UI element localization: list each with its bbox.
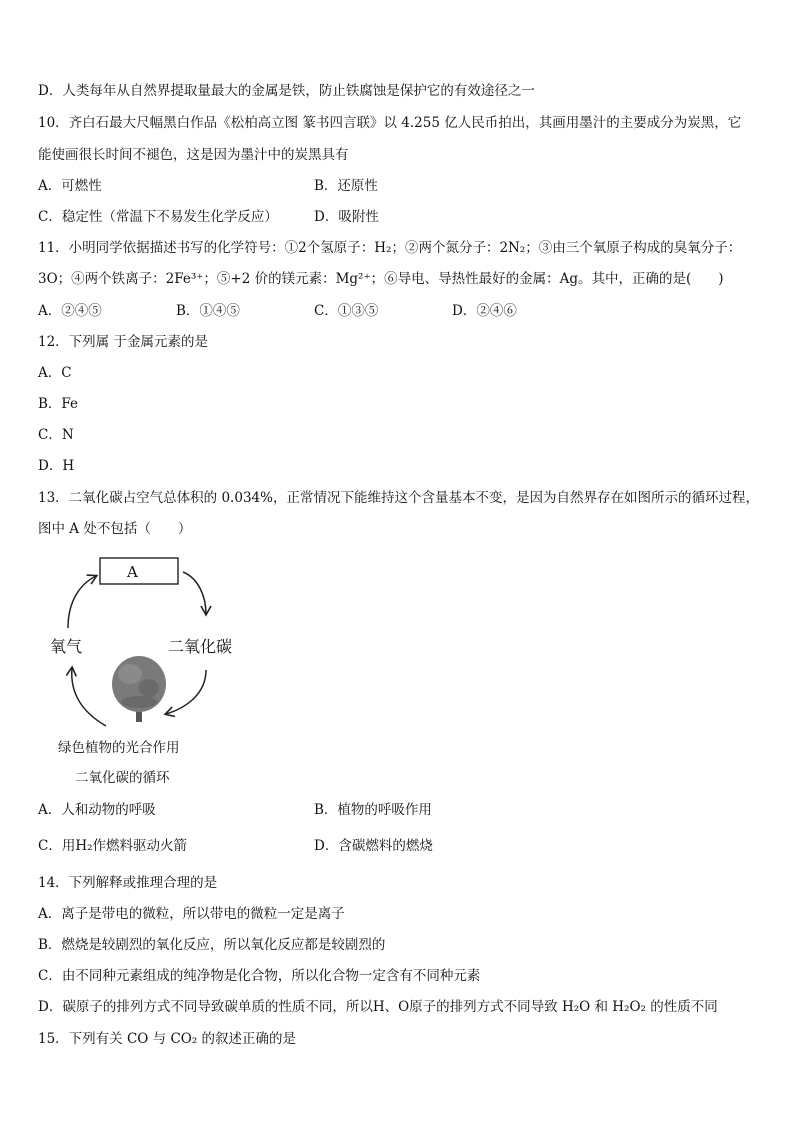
q10-stem-line2: 能使画很长时间不褪色，这是因为墨汁中的炭黑具有 [38,147,349,163]
q14-option-c: C．由不同种元素组成的纯净物是化合物，所以化合物一定含有不同种元素 [38,968,481,984]
q10-stem-line1: 10．齐白石最大尺幅黑白作品《松柏高立图 篆书四言联》以 4.255 亿人民币拍出，其画用墨汁的主要成分为炭黑，它 [38,115,742,131]
diagram-bottom-label: 绿色植物的光合作用 [58,740,180,756]
q11-stem-line2: 3O；④两个铁离子：2Fe³⁺；⑤+2 价的镁元素：Mg²⁺；⑥导电、导热性最好的金属：Ag。其中，正确的是( ) [38,271,724,287]
q13-option-d: D．含碳燃料的燃烧 [314,838,433,854]
q13-stem-line2: 图中 A 处不包括（ ） [38,521,192,537]
q11-stem-line1: 11．小明同学依据描述书写的化学符号：①2个氢原子：H₂；②两个氮分子：2N₂；③由三个氧原子构成的臭氧分子： [38,240,742,256]
diagram-caption: 二氧化碳的循环 [75,770,170,786]
carbon-cycle-diagram [38,556,258,766]
arrow-plant-to-o2 [72,668,106,726]
box-a-label: A [127,563,138,581]
oxygen-label: 氧气 [50,637,83,656]
q11-option-d: D．②④⑥ [452,303,517,319]
carbon-cycle-figure [38,556,258,766]
q14-stem: 14．下列解释或推理合理的是 [38,875,218,891]
q12-option-c: C．N [38,427,74,443]
q12-option-b: B．Fe [38,396,79,412]
box-a [100,558,178,584]
q13-stem-line1: 13．二氧化碳占空气总体积的 0.034%，正常情况下能维持这个含量基本不变，是因为自然界存在如图所示的循环过程， [38,490,759,506]
q10-option-d: D．吸附性 [314,209,379,225]
q10-option-b: B．还原性 [314,178,378,194]
co2-label: 二氧化碳 [168,637,233,656]
q13-option-c: C．用H₂作燃料驱动火箭 [38,838,188,854]
q13-option-a: A．人和动物的呼吸 [38,802,156,818]
q14-option-b: B．燃烧是较剧烈的氧化反应，所以氧化反应都是较剧烈的 [38,937,386,953]
q10-option-a: A．可燃性 [38,178,102,194]
q11-option-b: B．①④⑤ [176,303,240,319]
q12-option-a: A．C [38,365,72,381]
q14-option-d: D．碳原子的排列方式不同导致碳单质的性质不同，所以H、O原子的排列方式不同导致 H₂O 和 H₂O₂ 的性质不同 [38,999,718,1015]
arrow-a-to-co2 [183,572,206,614]
q13-option-b: B．植物的呼吸作用 [314,802,432,818]
q9-option-d: D．人类每年从自然界提取量最大的金属是铁，防止铁腐蚀是保护它的有效途径之一 [38,83,535,99]
arrow-co2-to-plant [166,670,206,714]
q15-stem: 15．下列有关 CO 与 CO₂ 的叙述正确的是 [38,1031,297,1047]
tree-icon [112,656,166,722]
q14-option-a: A．离子是带电的微粒，所以带电的微粒一定是离子 [38,906,345,922]
q10-option-c: C．稳定性（常温下不易发生化学反应） [38,209,278,225]
arrow-o2-to-a [68,576,96,628]
q11-option-c: C．①③⑤ [314,303,379,319]
q12-option-d: D．H [38,458,75,474]
q12-stem: 12．下列属 于金属元素的是 [38,334,208,350]
q11-option-a: A．②④⑤ [38,303,102,319]
